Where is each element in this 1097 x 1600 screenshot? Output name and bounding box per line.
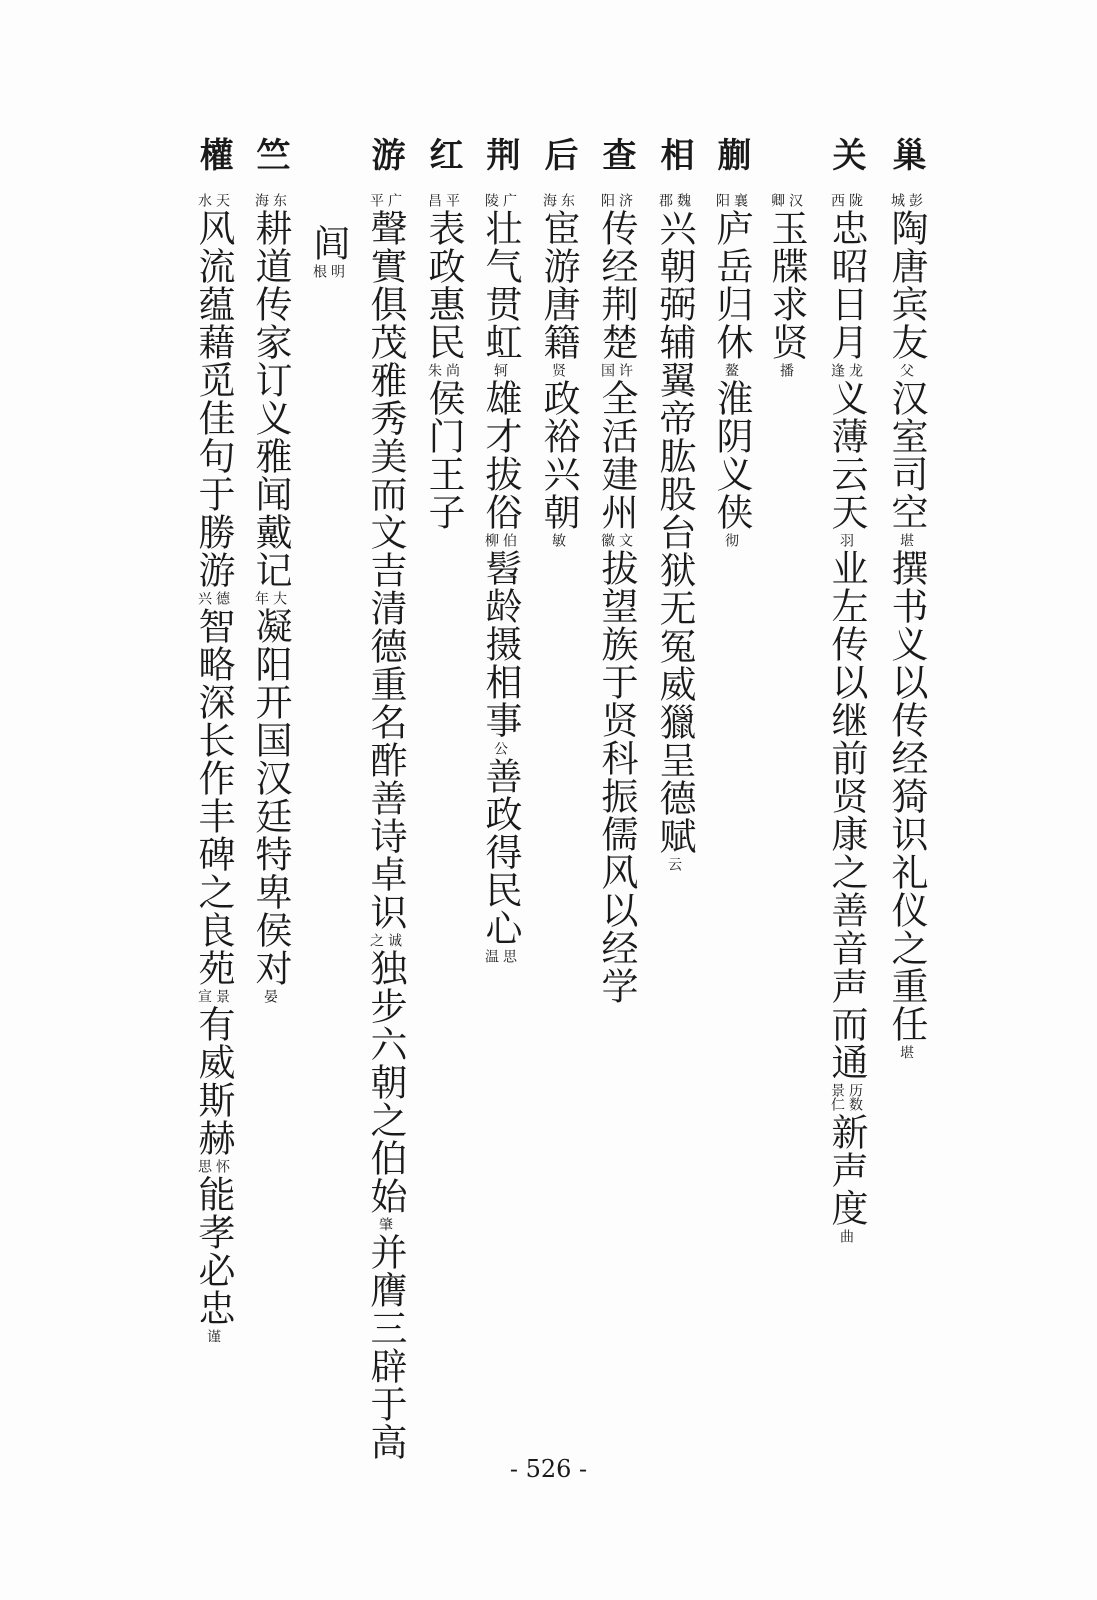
annotation [253,591,287,605]
surname-column [878,137,934,1061]
verse-text: 聲實俱茂雅秀美而文吉清德重名酢善诗卓识 [364,209,407,931]
verse-text: 有威斯赫 [192,1005,235,1157]
surname-column [185,137,241,1345]
annotation-line: 诚 [386,933,402,947]
column-body [594,191,638,1005]
annotation-line: 广 [501,193,517,207]
annotation-line: 播 [778,363,794,377]
annotation [829,363,863,377]
annotation [377,1217,393,1231]
annotation [898,363,914,377]
verse-text: 独步六朝之伯始 [364,949,407,1215]
annotation [368,193,402,207]
annotation-line: 明 [329,264,345,278]
surname-column [242,137,298,1005]
annotation-line: 天 [214,193,230,207]
column-body [421,191,465,531]
annotation [829,193,863,207]
annotation-line: 水 [196,193,212,207]
annotation [898,1045,914,1059]
column-body [363,191,407,1461]
annotation [483,533,517,547]
annotation-line: 景仁 [829,1083,845,1111]
surname-column [703,137,759,549]
annotation-line: 思 [501,949,517,963]
verse-text: 淮阴义侠 [710,379,753,531]
verse-text: 髫龄摄相事 [479,549,522,739]
verse-text: 宦游唐籍 [537,209,580,361]
column-body [536,191,580,549]
annotation-line: 父 [898,363,914,377]
column-body [248,191,292,1005]
annotation-line: 云 [666,857,682,871]
surname-column [646,137,702,873]
annotation [778,363,794,377]
verse-text: 陶唐宾友 [885,209,928,361]
annotation-line: 堪 [898,533,914,547]
annotation [889,193,923,207]
verse-text: 忠昭日月 [825,209,868,361]
annotation-line: 柳 [483,533,499,547]
verse-text: 耕道传家订义雅闻戴记 [249,209,292,589]
column-body [478,191,522,965]
annotation-line: 肇 [377,1217,393,1231]
annotation-line: 伯 [501,533,517,547]
annotation [838,1229,854,1243]
surname-heading: 竺 [250,137,290,173]
surname-heading: 查 [596,137,636,173]
annotation [550,363,566,377]
annotation-line: 鳌 [723,363,739,377]
annotation-line: 汉 [787,193,803,207]
annotation-line: 徽 [599,533,615,547]
verse-text: 兴朝弼辅翼帝肱股台狱无冤威獵呈德赋 [653,209,696,855]
annotation [599,533,633,547]
verse-text: 智略深长作丰碑之良苑 [192,607,235,987]
annotation-line: 公 [492,741,508,755]
verse-text: 壮气贯虹 [479,209,522,361]
page-number: - 526 - [509,1455,588,1483]
annotation [483,193,517,207]
annotation-line: 龙 [847,363,863,377]
annotation-line: 曲 [838,1229,854,1243]
annotation-line: 羽 [838,533,854,547]
verse-text: 能孝必忠 [192,1175,235,1327]
annotation [541,193,575,207]
annotation-line: 文 [617,533,633,547]
annotation-line: 阳 [714,193,730,207]
annotation [196,1159,230,1173]
verse-text: 业左传以继前贤康之善音声而通 [825,549,868,1081]
annotation-line: 朱 [426,363,442,377]
surname-heading: 后 [538,137,578,173]
column-body [884,191,928,1061]
annotation-line: 堪 [898,1045,914,1059]
verse-text: 汉室司空 [885,379,928,531]
annotation-line: 陵 [483,193,499,207]
annotation-line: 阳 [599,193,615,207]
annotation-line: 彻 [723,533,739,547]
verse-text: 新声度 [825,1113,868,1227]
verse-text: 并膺三辟于高 [364,1233,407,1461]
surname-heading: 红 [423,137,463,173]
annotation [838,533,854,547]
verse-text: 闾 [307,224,350,262]
annotation [196,193,230,207]
annotation-line: 卿 [769,193,785,207]
annotation [714,193,748,207]
verse-text: 义薄云天 [825,379,868,531]
annotation-line: 东 [559,193,575,207]
annotation-line: 尚 [444,363,460,377]
annotation-line: 德 [214,591,230,605]
annotation-line: 济 [617,193,633,207]
surname-heading: 相 [654,137,694,173]
annotation-line: 晏 [262,989,278,1003]
annotation [262,989,278,1003]
annotation-line: 平 [444,193,460,207]
surname-column [530,137,586,549]
annotation-line: 谨 [205,1329,221,1343]
surname-heading: 游 [365,137,405,173]
verse-text: 政裕兴朝 [537,379,580,531]
annotation [368,933,402,947]
column-body [709,191,753,549]
surname-column [588,137,644,1005]
annotation [666,857,682,871]
column-body [824,191,868,1245]
column-body [764,191,808,379]
annotation [829,1083,863,1111]
annotation-line: 海 [541,193,557,207]
annotation-line: 东 [271,193,287,207]
verse-text: 撰书义以传经猗识礼仪之重任 [885,549,928,1043]
verse-text: 庐岳归休 [710,209,753,361]
verse-text: 雄才拔俗 [479,379,522,531]
annotation-line: 许 [617,363,633,377]
annotation-line: 魏 [675,193,691,207]
annotation [253,193,287,207]
annotation-line: 昌 [426,193,442,207]
annotation [426,193,460,207]
annotation-line: 年 [253,591,269,605]
annotation-line: 之 [368,933,384,947]
annotation-line: 景 [214,989,230,1003]
annotation [657,193,691,207]
surname-heading: 蒯 [711,137,751,173]
annotation-line: 逢 [829,363,845,377]
verse-text: 凝阳开国汉廷特卑侯对 [249,607,292,987]
annotation-line: 彭 [907,193,923,207]
annotation [196,989,230,1003]
verse-text: 传经荆楚 [595,209,638,361]
annotation-line: 兴 [196,591,212,605]
annotation [492,363,508,377]
annotation-line: 根 [311,264,327,278]
annotation-line: 怀 [214,1159,230,1173]
verse-text: 侯门王子 [422,379,465,531]
surname-heading: 巢 [886,137,926,173]
annotation [492,741,508,755]
annotation-line: 敏 [550,533,566,547]
annotation [723,533,739,547]
verse-text: 拔望族于贤科振儒风以经学 [595,549,638,1005]
surname-heading: 權 [193,137,233,173]
annotation-line: 城 [889,193,905,207]
annotation-line: 广 [386,193,402,207]
annotation-line: 海 [253,193,269,207]
surname-column [818,137,874,1245]
annotation [898,533,914,547]
annotation [196,591,230,605]
annotation [311,264,345,278]
annotation [550,533,566,547]
annotation-line: 历数 [847,1083,863,1111]
annotation-line: 贤 [550,363,566,377]
surname-column [357,137,413,1461]
column-body [652,191,696,873]
verse-text: 善政得民心 [479,757,522,947]
surname-heading: 关 [826,137,866,173]
annotation-line: 宣 [196,989,212,1003]
annotation [599,193,633,207]
annotation-line: 轲 [492,363,508,377]
annotation-line: 郡 [657,193,673,207]
annotation-line: 大 [271,591,287,605]
annotation [426,363,460,377]
verse-text: 玉牒求贤 [765,209,808,361]
verse-text: 风流蕴藉觅佳句于勝游 [192,209,235,589]
verse-text: 表政惠民 [422,209,465,361]
surname-column [300,170,356,280]
annotation [599,363,633,377]
verse-text: 全活建州 [595,379,638,531]
annotation [723,363,739,377]
annotation-line: 西 [829,193,845,207]
annotation-line: 陇 [847,193,863,207]
surname-column [472,137,528,965]
column-body [306,224,350,280]
surname-column [415,137,471,531]
surname-column [758,137,814,379]
annotation-line: 思 [196,1159,212,1173]
annotation [483,949,517,963]
annotation [205,1329,221,1343]
annotation [769,193,803,207]
annotation-line: 襄 [732,193,748,207]
annotation-line: 温 [483,949,499,963]
surname-heading: 荆 [480,137,520,173]
column-body [191,191,235,1345]
annotation-line: 平 [368,193,384,207]
annotation-line: 国 [599,363,615,377]
